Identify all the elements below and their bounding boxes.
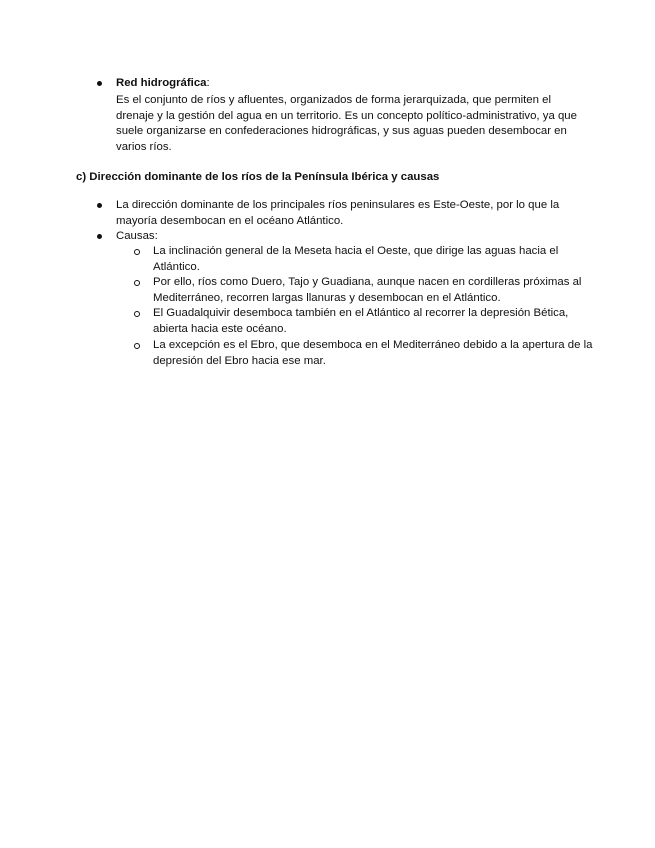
sub-list-item: La inclinación general de la Meseta hacia el Oeste, que dirige las aguas hacia el Atlántico. — [153, 245, 559, 273]
sub-list-item: Por ello, ríos como Duero, Tajo y Guadiana, aunque nacen en cordilleras próximas al Mediterráneo, recorren largas llanuras y desembocan en el Atlántico. — [153, 276, 582, 304]
term-red-hidrografica: Red hidrográfica — [116, 77, 207, 89]
bullet-circle-icon — [134, 249, 140, 255]
list-item: La dirección dominante de los principales ríos peninsulares es Este-Oeste, por lo que la mayoría desembocan en el océano Atlántico. — [116, 199, 560, 227]
bullet-circle-icon — [134, 280, 140, 286]
bullet-circle-icon — [134, 343, 140, 349]
bullet-disc-icon — [97, 81, 102, 86]
bullet-disc-icon — [97, 234, 102, 239]
section-heading: c) Dirección dominante de los ríos de la Península Ibérica y causas — [76, 171, 440, 183]
bullet-disc-icon — [97, 203, 102, 208]
sub-list-item: El Guadalquivir desemboca también en el Atlántico al recorrer la depresión Bética, abierta hacia este océano. — [153, 307, 569, 335]
definition-red-hidrografica: Es el conjunto de ríos y afluentes, organizados de forma jerarquizada, que permiten el drenaje y la gestión del agua en un territorio. Es un concepto político-administrativo, ya que suele organizarse en confederaciones hidrográficas, y sus aguas pueden desembocar en varios ríos. — [116, 94, 577, 153]
list-item: Causas: — [116, 230, 158, 242]
term-colon: : — [206, 77, 210, 89]
list-item-red-hidrografica — [116, 76, 586, 92]
sub-list-item: La excepción es el Ebro, que desemboca en el Mediterráneo debido a la apertura de la depresión del Ebro hacia ese mar. — [153, 339, 593, 367]
bullet-circle-icon — [134, 311, 140, 317]
